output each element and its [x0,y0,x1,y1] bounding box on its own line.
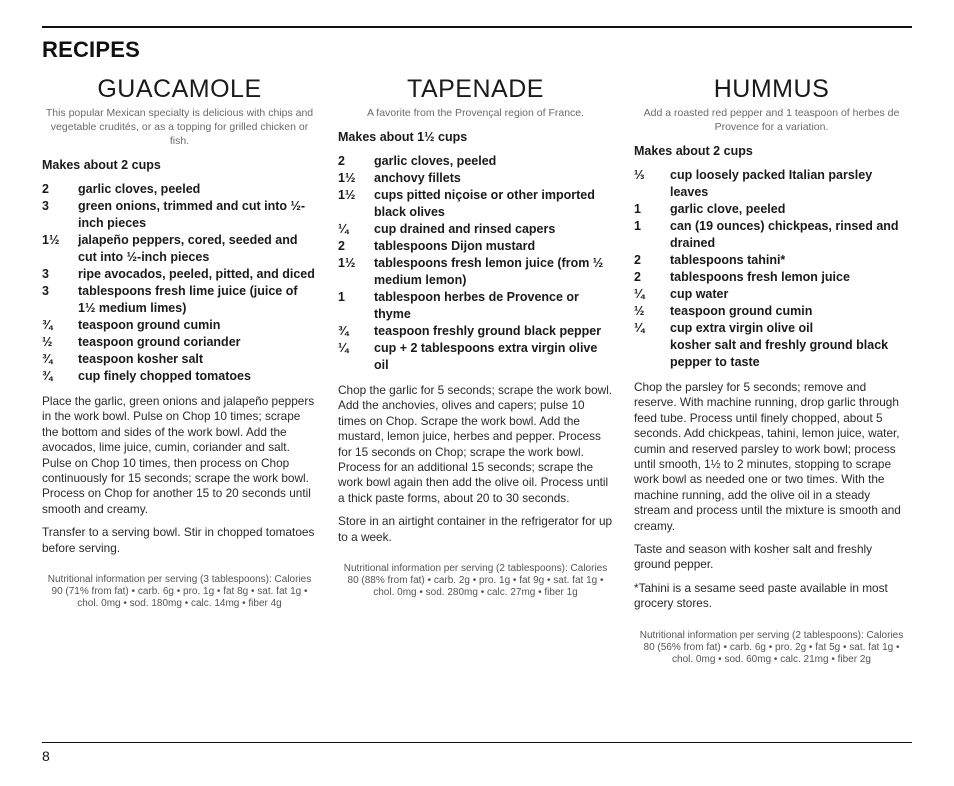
ingredient-item [338,238,613,255]
ingredient-text: cup drained and rinsed capers [374,222,556,236]
ingredient-text: tablespoons fresh lemon juice [670,270,850,284]
ingredient-qty: ¾ [42,369,53,383]
ingredient-text: teaspoon kosher salt [78,352,204,366]
ingredient-list [338,153,613,374]
nutrition-info: Nutritional information per serving (3 tablespoons): Calories 90 (71% from fat) • carb. 6g • pro. 1g • fat 8g • sat. fat 1g • chol. 0mg • sod. 180mg • calc. 14mg • fiber 4g [47,574,312,610]
ingredient-text: tablespoons fresh lime juice (juice of 1½ medium limes) [78,284,298,315]
nutrition-info: Nutritional information per serving (2 tablespoons): Calories 80 (88% from fat) • carb. 2g • pro. 1g • fat 9g • sat. fat 1g • chol. 0mg • sod. 280mg • calc. 27mg • fiber 1g [343,563,608,599]
ingredient-text: cup + 2 tablespoons extra virgin olive oil [374,341,598,372]
ingredient-item [42,351,317,368]
recipe-title: HUMMUS [713,75,830,103]
ingredient-text: teaspoon ground cumin [78,318,221,332]
ingredient-qty: 3 [42,267,49,281]
ingredient-qty: 1½ [338,256,356,270]
ingredient-qty: 2 [634,270,641,284]
ingredient-qty: ½ [634,304,645,318]
ingredient-text: cups pitted niçoise or other imported black olives [374,188,595,219]
ingredient-qty: ¾ [42,352,53,366]
ingredient-item [338,255,613,289]
ingredient-item [338,153,613,170]
ingredient-qty: 1 [634,219,641,233]
ingredient-item [634,303,909,320]
ingredient-item [42,198,317,232]
page-number: 8 [42,748,50,764]
ingredient-item [634,320,909,337]
ingredient-qty [634,337,670,371]
instructions-paragraph: Transfer to a serving bowl. Stir in chopped tomatoes before serving. [42,525,315,555]
ingredient-qty: ¾ [42,318,53,332]
recipe-yield: Makes about 2 cups [634,144,753,158]
ingredient-text: tablespoons fresh lemon juice (from ½ medium lemon) [374,256,604,287]
instructions-paragraph: Chop the parsley for 5 seconds; remove and reserve. With machine running, drop garlic through feed tube. Process until finely chopped, about 5 seconds. Add chickpeas, tahini, lemon juice, water, cumin and reserved parsley to work bowl; process until smooth, 1½ to 2 minutes, stopping to scrape work bowl as needed one or two times. With the machine running, add the olive oil in a steady stream and process until the mixture is smooth and creamy. [634,380,901,533]
recipe-intro: A favorite from the Provençal region of France. [366,107,585,119]
ingredient-item [42,266,317,283]
ingredient-item [338,289,613,323]
ingredient-text: teaspoon ground cumin [670,304,813,318]
ingredient-qty: ¼ [338,222,349,236]
ingredient-item [634,167,909,201]
ingredient-qty: 2 [42,182,49,196]
recipe-title: GUACAMOLE [97,75,262,103]
ingredient-qty: 1½ [42,233,60,247]
ingredient-text: tablespoons tahini* [670,253,786,267]
recipe-intro: Add a roasted red pepper and 1 teaspoon of herbes de Provence for a variation. [643,107,900,133]
ingredient-text: ripe avocados, peeled, pitted, and diced [78,267,315,281]
ingredient-list [634,167,909,371]
footnote: *Tahini is a sesame seed paste available in most grocery stores. [634,580,888,611]
ingredient-text: teaspoon ground coriander [78,335,241,349]
ingredient-item [338,323,613,340]
nutrition-info: Nutritional information per serving (2 tablespoons): Calories 80 (56% from fat) • carb. 6g • pro. 2g • fat 5g • sat. fat 1g • chol. 0mg • sod. 60mg • calc. 21mg • fiber 2g [639,629,904,666]
ingredient-qty: ¾ [338,324,349,338]
ingredient-item [338,340,613,374]
recipe-yield: Makes about 2 cups [42,158,161,172]
ingredient-text: cup water [670,287,729,301]
ingredient-item [42,181,317,198]
ingredient-item [338,187,613,221]
ingredient-item [634,337,909,371]
ingredient-qty: ¼ [634,287,645,301]
instructions-paragraph: Store in an airtight container in the refrigerator for up to a week. [338,514,613,544]
ingredient-qty: 2 [634,253,641,267]
ingredient-text: garlic cloves, peeled [374,154,497,168]
ingredient-item [42,232,317,266]
ingredient-item [42,334,317,351]
top-rule [42,26,912,28]
ingredient-text: teaspoon freshly ground black pepper [374,324,602,338]
ingredient-item [634,218,909,252]
ingredient-qty: ¼ [338,341,349,355]
ingredient-qty: ¼ [634,321,645,335]
instructions-paragraph: Taste and season with kosher salt and freshly ground pepper. [634,542,873,572]
ingredient-text: can (19 ounces) chickpeas, rinsed and drained [670,219,899,250]
instructions-paragraph: Chop the garlic for 5 seconds; scrape the work bowl. Add the anchovies, olives and capers; pulse 10 times on Chop. Scrape the work bowl. Add the mustard, lemon juice, herbes and pepper. Process for 15 seconds on Chop; scrape the work bowl. Process for an additional 15 seconds; scrape the work bowl again then add the olive oil. Process until a thick paste forms, about 20 to 30 seconds. [338,383,613,505]
recipe-intro: This popular Mexican specialty is delicious with chips and vegetable crudités, or as a topping for grilled chicken or fish. [45,107,314,147]
ingredient-qty: 3 [42,199,49,213]
ingredient-qty: 1 [338,290,345,304]
ingredient-qty: ½ [42,335,53,349]
ingredient-item [634,252,909,269]
ingredient-item [42,368,317,385]
ingredient-text: cup loosely packed Italian parsley leaves [670,168,873,199]
ingredient-text: tablespoon herbes de Provence or thyme [374,290,579,321]
ingredient-text: cup finely chopped tomatoes [78,369,251,383]
recipe-yield: Makes about 1½ cups [338,130,468,144]
ingredient-text: tablespoons Dijon mustard [374,239,536,253]
bottom-rule [42,742,912,743]
ingredient-item [634,286,909,303]
ingredient-item [338,221,613,238]
ingredient-text: jalapeño peppers, cored, seeded and cut into ½-inch pieces [78,233,298,264]
ingredient-qty: 1½ [338,171,356,185]
ingredient-text: green onions, trimmed and cut into ½-inch pieces [78,199,306,230]
section-title: RECIPES [42,37,140,62]
recipe-hummus [634,76,909,666]
ingredient-item [634,269,909,286]
ingredient-list [42,181,317,385]
ingredient-item [338,170,613,187]
ingredient-item [634,201,909,218]
ingredient-text: garlic cloves, peeled [78,182,201,196]
ingredient-text: cup extra virgin olive oil [670,321,814,335]
ingredient-text: anchovy fillets [374,171,461,185]
ingredient-text: kosher salt and freshly ground black pepper to taste [670,338,889,369]
ingredient-qty: ⅓ [634,168,645,182]
recipe-tapenade [338,76,613,600]
ingredient-item [42,317,317,334]
ingredient-qty: 1½ [338,188,356,202]
ingredient-qty: 3 [42,284,49,298]
recipe-guacamole [42,76,317,611]
ingredient-qty: 1 [634,202,641,216]
instructions-paragraph: Place the garlic, green onions and jalapeño peppers in the work bowl. Pulse on Chop 10 times; scrape the bottom and sides of the work bowl. Add the avocados, lime juice, cumin, coriander and salt. Pulse on Chop 10 times, then process on Chop continuously for 15 seconds; scrape the work bowl. Process on Chop for another 15 to 20 seconds until smooth and creamy. [42,394,315,516]
ingredient-qty: 2 [338,239,345,253]
ingredient-text: garlic clove, peeled [670,202,786,216]
recipe-title: TAPENADE [407,75,544,103]
ingredient-qty: 2 [338,154,345,168]
ingredient-item [42,283,317,317]
